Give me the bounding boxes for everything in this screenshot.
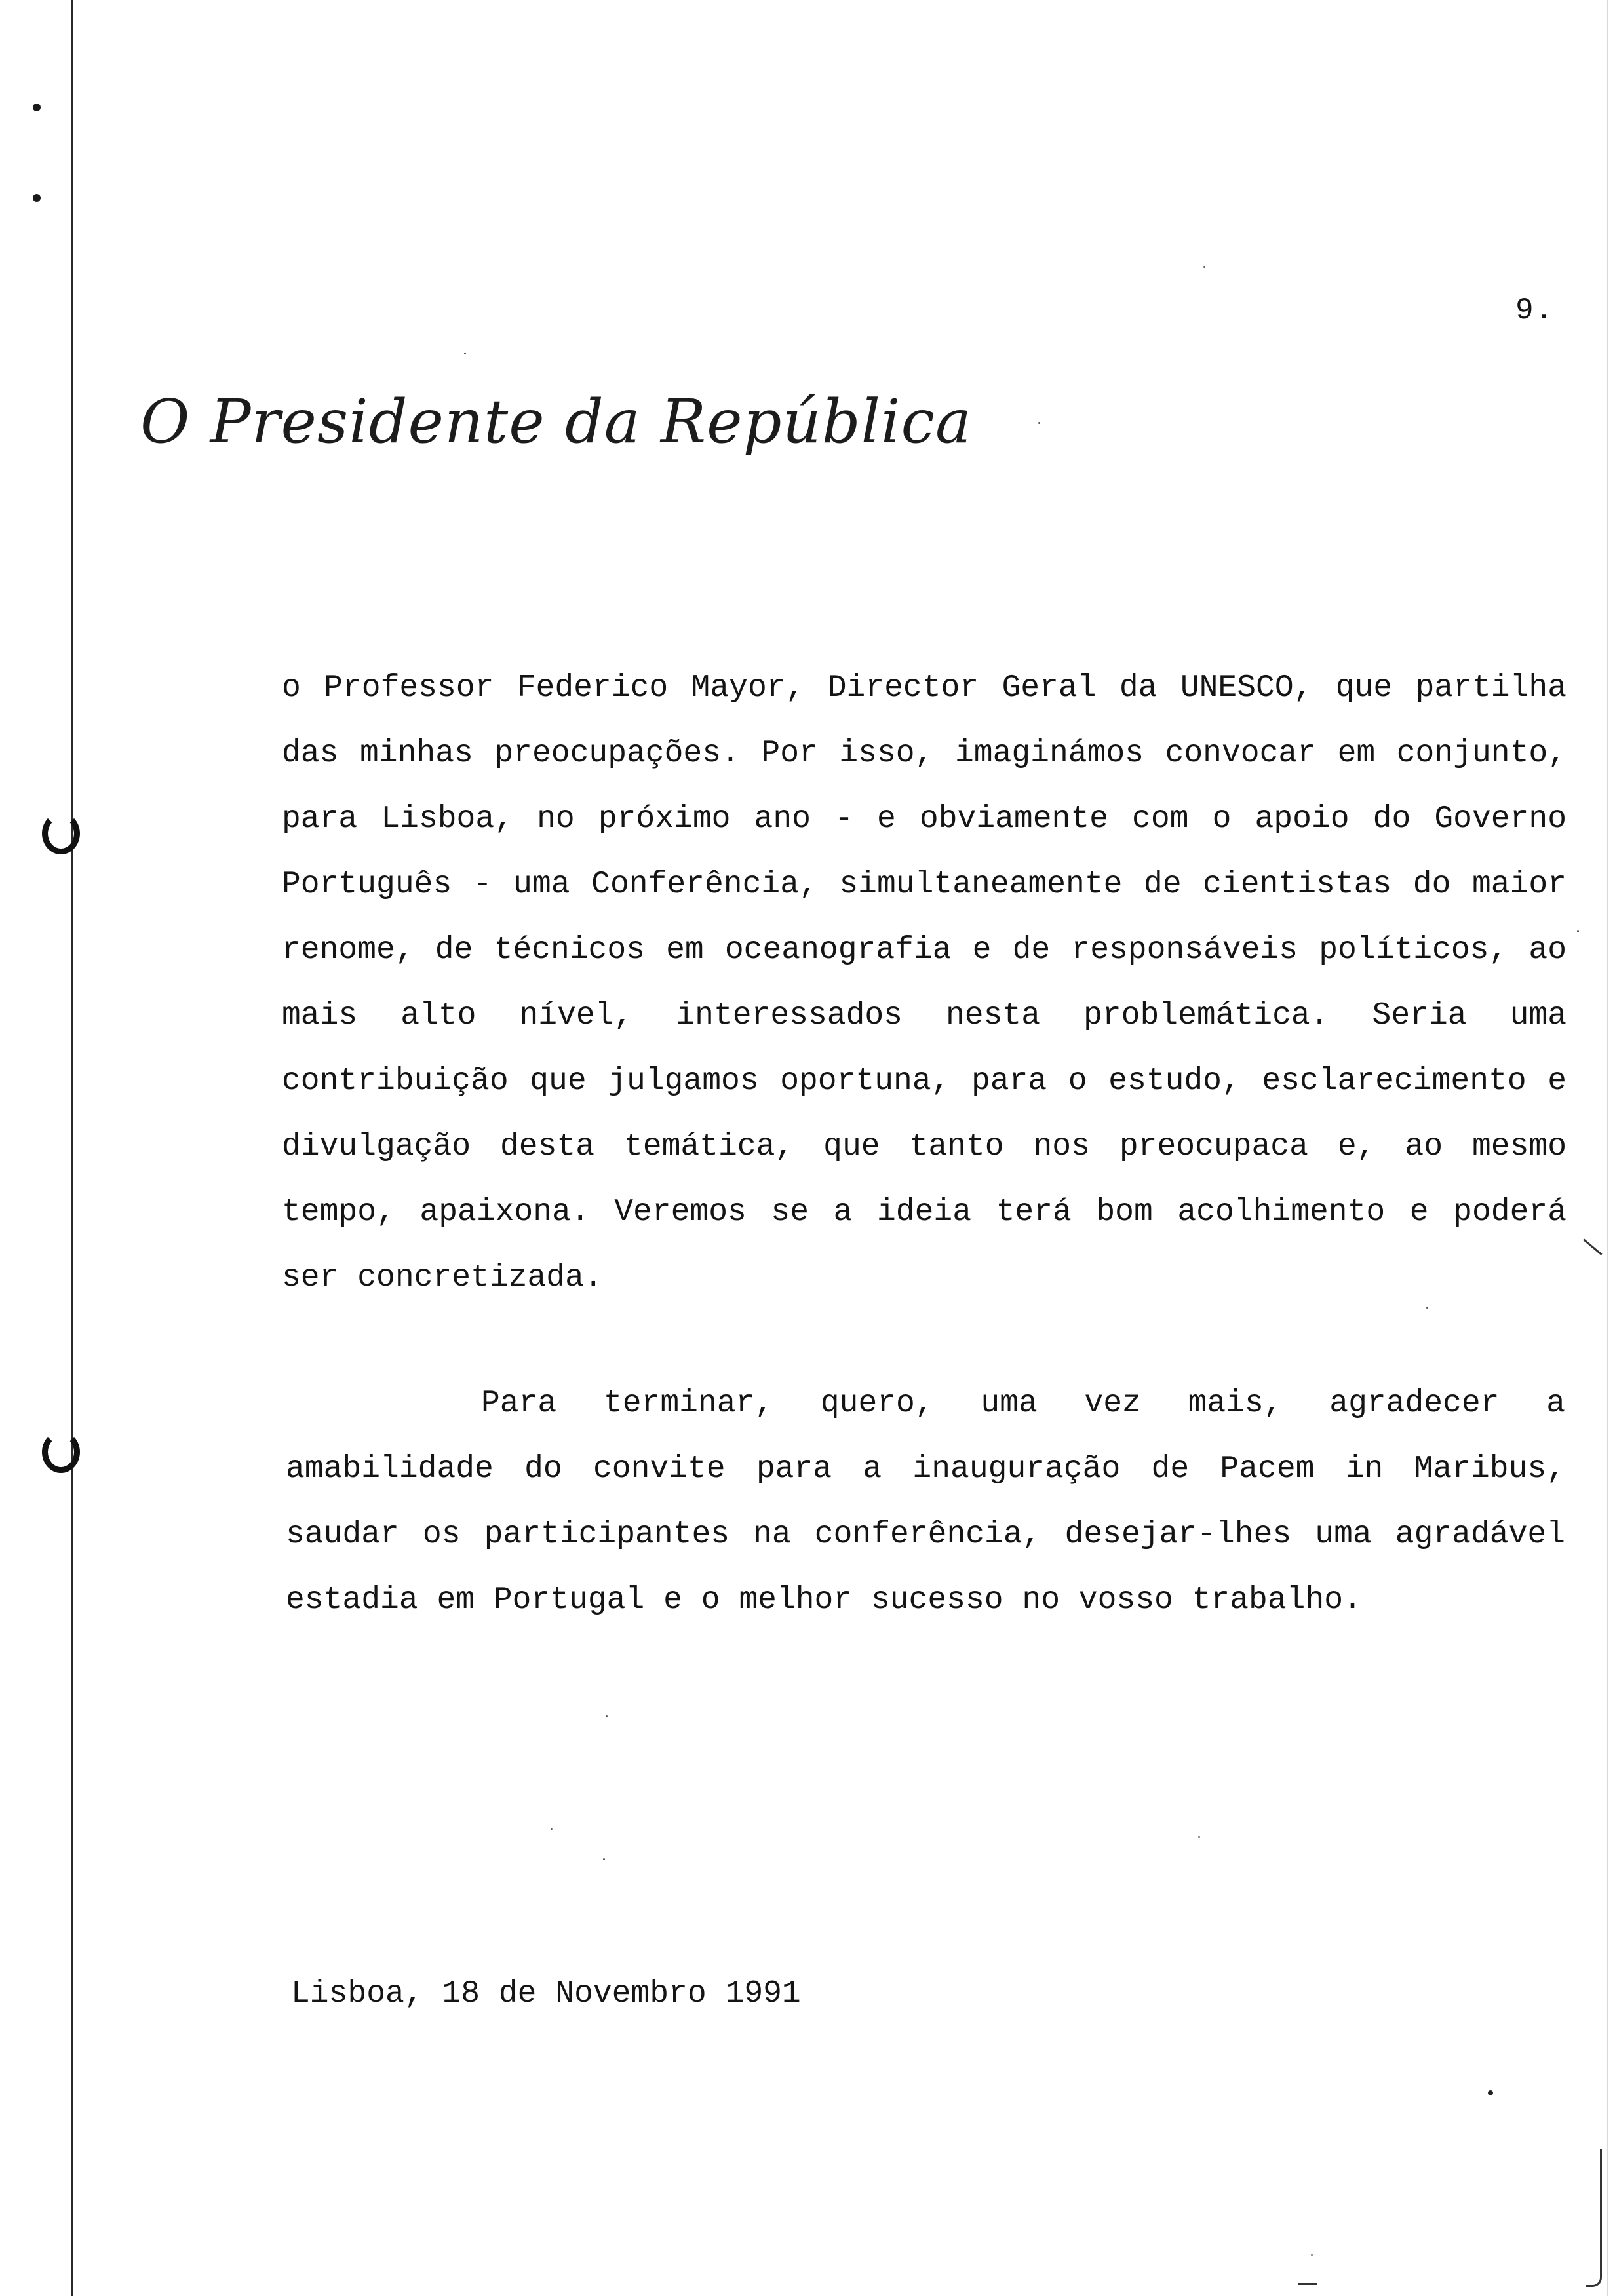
letterhead-title: O Presidente da República: [140, 387, 972, 457]
right-edge-line: [1607, 0, 1608, 2296]
scan-speck: [1577, 930, 1579, 932]
binder-ring-mark: [42, 813, 80, 854]
scan-edge-bracket: [1586, 2149, 1602, 2287]
punch-hole-mark: [33, 194, 41, 202]
scan-speck: [551, 1828, 553, 1830]
body-paragraph-1: [282, 655, 1566, 1311]
scan-speck: [1038, 422, 1040, 424]
scan-speck: [1198, 1836, 1200, 1838]
body-paragraph-2: [286, 1371, 1565, 1633]
paragraph-text: o Professor Federico Mayor, Director Geral da UNESCO, que partilha das minhas preocupações. Por isso, imaginámos convocar em conjunto, para Lisboa, no próximo ano - e obviamente com o apoio do Governo Português - uma Conferência, simultaneamente de cientistas do maior renome, de técnicos em oceanografia e de responsáveis políticos, ao mais alto nível, interessados nesta problemática. Seria uma contribuição que julgamos oportuna, para o estudo, esclarecimento e divulgação desta temática, que tanto nos preocupaca e, ao mesmo tempo, apaixona. Veremos se a ideia terá bom acolhimento e poderá ser concretizada.: [282, 670, 1566, 1295]
scan-speck: [1426, 1307, 1428, 1309]
page-number: 9.: [1515, 294, 1555, 328]
scan-speck: [603, 1858, 605, 1860]
scan-speck: [1203, 266, 1205, 268]
binder-ring-mark: [42, 1431, 80, 1473]
scan-speck: [464, 353, 466, 354]
place-and-date: Lisboa, 18 de Novembro 1991: [291, 1976, 801, 2012]
scan-stroke: [1298, 2283, 1317, 2285]
scan-speck: [606, 1715, 608, 1717]
paragraph-text: Para terminar, quero, uma vez mais, agradecer a amabilidade do convite para a inauguração de Pacem in Maribus, saudar os participantes na conferência, desejar-lhes uma agradável estadia em Portugal e o melhor sucesso no vosso trabalho.: [286, 1386, 1565, 1618]
punch-hole-mark: [33, 104, 41, 111]
scan-speck: [1488, 2090, 1493, 2095]
left-margin-line: [71, 0, 73, 2296]
scan-stroke: [1583, 1238, 1603, 1255]
scan-speck: [1311, 2254, 1313, 2256]
